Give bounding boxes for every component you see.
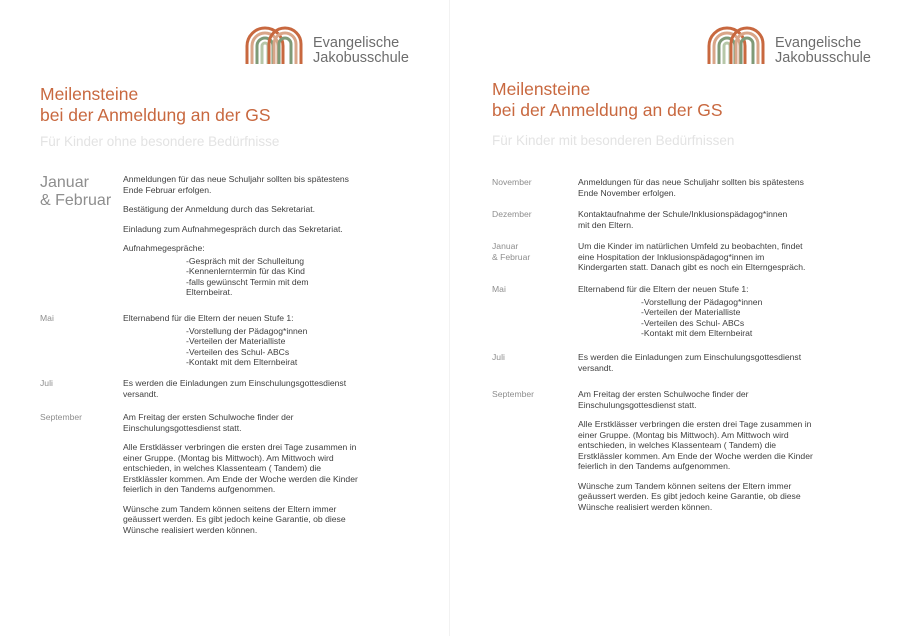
title-line-2: bei der Anmeldung an der GS — [40, 105, 271, 125]
month-label: Juli — [40, 378, 53, 388]
entry-text: Am Freitag der ersten Schulwoche finder der Einschulungsgottesdienst statt. — [578, 389, 749, 410]
logo-line-1: Evangelische — [313, 35, 400, 51]
logo-line-2: Jakobusschule — [313, 50, 409, 66]
milestone-entry — [123, 313, 413, 368]
milestone-entry — [578, 241, 868, 273]
milestone-entry — [578, 177, 868, 198]
page-subtitle: Für Kinder mit besonderen Bedürfnissen — [492, 133, 735, 148]
milestone-entry — [578, 352, 868, 373]
month-label: Mai — [40, 313, 54, 323]
arch-inner — [724, 43, 730, 64]
logo-line-2: Jakobusschule — [775, 50, 871, 66]
entry-text: Kontaktaufnahme der Schule/Inklusionspädagog*innen mit den Eltern. — [578, 209, 788, 230]
milestone-entry — [123, 174, 413, 298]
entry-text: Einladung zum Aufnahmegespräch durch das Sekretariat. — [123, 223, 343, 234]
title-line-2: bei der Anmeldung an der GS — [492, 100, 723, 120]
arch-green-2 — [741, 38, 753, 64]
title-line-1: Meilensteine — [492, 79, 591, 99]
entry-text: Wünsche zum Tandem können seitens der Eltern immer geäussert werden. Es gibt jedoch keine Garantie, ob diese Wünsche realisiert werden können. — [123, 503, 346, 535]
rainbow-arch-icon — [705, 24, 769, 66]
entry-text: Es werden die Einladungen zum Einschulungsgottesdienst versandt. — [123, 378, 347, 399]
entry-text: Alle Erstklässer verbringen die ersten drei Tage zusammen in einer Gruppe. (Montag bis Mittwoch). Am Mittwoch wird entschieden, in welches Klassenteam ( Tandem) die Erstklässler kommen. Am Ende der Woche werden die Kinder feierlich in den Tandems aufgenommen. — [123, 442, 358, 494]
arch-green-2 — [279, 38, 291, 64]
entry-text: Anmeldungen für das neue Schuljahr sollten bis spätestens Ende November erfolgen. — [578, 177, 804, 198]
milestone-entry — [578, 389, 868, 512]
page-subtitle: Für Kinder ohne besondere Bedürfnisse — [40, 134, 280, 149]
milestone-entry — [578, 284, 868, 339]
logo-line-1: Evangelische — [775, 35, 862, 51]
milestone-entry — [123, 412, 413, 535]
entry-text: Am Freitag der ersten Schulwoche finder der Einschulungsgottesdienst statt. — [123, 412, 294, 433]
page-title — [40, 84, 271, 126]
month-label: Januar & Februar — [492, 241, 531, 262]
title-line-1: Meilensteine — [40, 84, 139, 104]
logo-text — [775, 36, 871, 66]
entry-text: Anmeldungen für das neue Schuljahr sollten bis spätestens Ende Februar erfolgen. — [123, 174, 349, 195]
entry-text: Es werden die Einladungen zum Einschulungsgottesdienst versandt. — [578, 352, 802, 373]
month-label: September — [40, 412, 83, 422]
entry-text: Wünsche zum Tandem können seitens der Eltern immer geäussert werden. Es gibt jedoch keine Garantie, ob diese Wünsche realisiert werden können. — [578, 480, 801, 512]
right-page — [450, 0, 900, 636]
entry-text: Alle Erstklässer verbringen die ersten drei Tage zusammen in einer Gruppe. (Montag bis Mittwoch). Am Mittwoch wird entschieden, in welches Klassenteam ( Tandem) die Erstklässler kommen. Am Ende der Woche werden die Kinder feierlich in den Tandems aufgenommen. — [578, 419, 813, 471]
school-logo — [705, 24, 871, 66]
month-label: Dezember — [492, 209, 532, 219]
month-label: November — [492, 177, 532, 187]
entry-text: Elternabend für die Eltern der neuen Stufe 1: — [578, 284, 749, 294]
month-label: Juli — [492, 352, 505, 362]
entry-sublist: -Vorstellung der Pädagog*innen -Verteilen der Materialliste -Verteilen des Schul- ABCs -Kontakt mit dem Elternbeirat — [641, 296, 763, 338]
entry-text: Bestätigung der Anmeldung durch das Sekretariat. — [123, 204, 316, 214]
month-label: Januar & Februar — [40, 174, 112, 209]
milestone-entry — [123, 378, 413, 399]
page-title — [492, 79, 723, 121]
entry-text: Um die Kinder im natürlichen Umfeld zu beobachten, findet eine Hospitation der Inklusionspädagog*innen im Kindergarten statt. Danach gibt es noch ein Elterngespräch. — [578, 241, 806, 272]
rainbow-arch-icon — [243, 24, 307, 66]
entry-text: Elternabend für die Eltern der neuen Stufe 1: — [123, 313, 294, 323]
month-label: Mai — [492, 284, 506, 294]
entry-sublist: -Gespräch mit der Schulleitung -Kennenlerntermin für das Kind -falls gewünscht Termin mit dem Elternbeirat. — [186, 255, 309, 297]
milestone-entry — [578, 209, 868, 230]
entry-sublist: -Vorstellung der Pädagog*innen -Verteilen der Materialliste -Verteilen des Schul- ABCs -Kontakt mit dem Elternbeirat — [186, 325, 308, 367]
school-logo — [243, 24, 409, 66]
entry-text: Aufnahmegespräche: — [123, 243, 205, 253]
logo-text — [313, 36, 409, 66]
arch-inner — [262, 43, 268, 64]
month-label: September — [492, 389, 535, 399]
